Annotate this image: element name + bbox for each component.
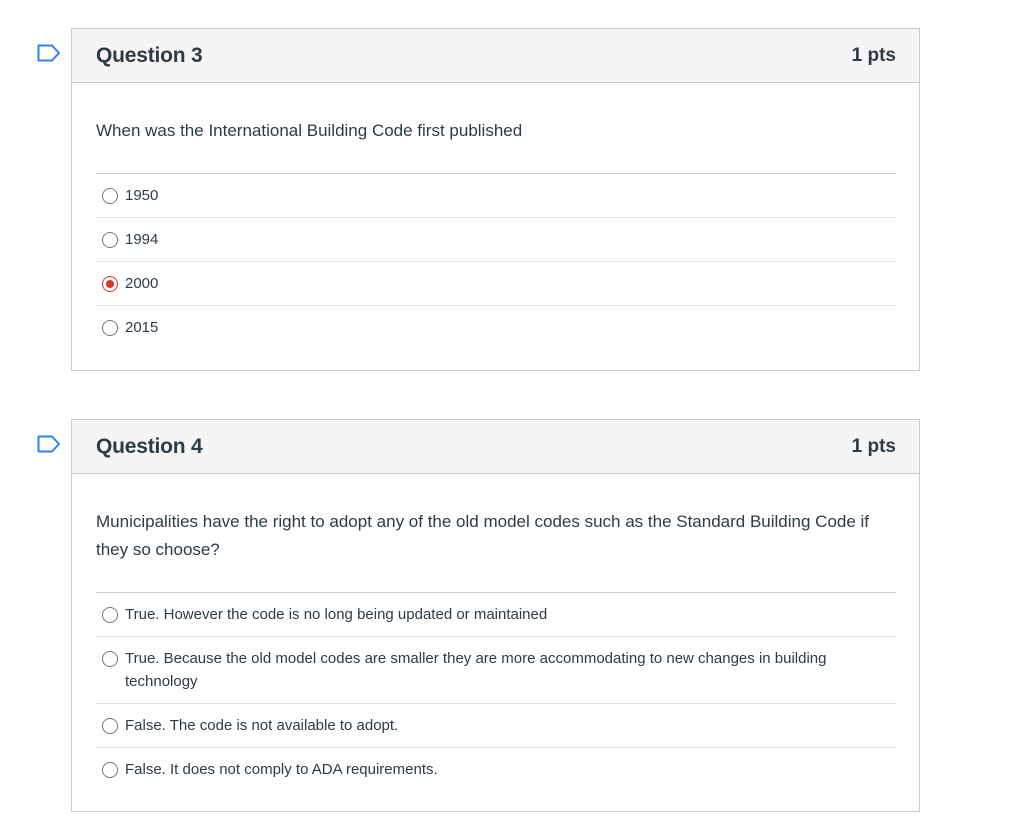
answer-label: False. The code is not available to adopt. <box>125 717 399 734</box>
answer-label: True. However the code is no long being updated or maintained <box>125 606 548 623</box>
answer-list <box>96 173 896 349</box>
question-text: When was the International Building Code first published <box>96 121 523 140</box>
question-header <box>72 420 919 474</box>
answer-option[interactable] <box>96 262 896 306</box>
answer-label: 2015 <box>125 319 159 336</box>
answer-list <box>96 592 896 791</box>
radio-button[interactable] <box>102 320 118 336</box>
question-title: Question 4 <box>96 434 203 458</box>
radio-button[interactable] <box>102 232 118 248</box>
question-points: 1 pts <box>851 44 896 66</box>
question-card-4 <box>71 419 920 812</box>
answer-option[interactable] <box>96 704 896 748</box>
radio-button-selected[interactable] <box>102 276 118 292</box>
answer-label: False. It does not comply to ADA requirements. <box>125 761 438 778</box>
radio-button[interactable] <box>102 607 118 623</box>
question-title: Question 3 <box>96 43 203 67</box>
answer-label: True. Because the old model codes are smaller they are more accommodating to new changes in building technology <box>125 650 827 690</box>
answer-option[interactable] <box>96 306 896 349</box>
answer-option[interactable] <box>96 218 896 262</box>
answer-option[interactable] <box>96 593 896 637</box>
flag-question-4-icon[interactable] <box>37 435 61 453</box>
radio-button[interactable] <box>102 762 118 778</box>
question-header <box>72 29 919 83</box>
answer-label: 1994 <box>125 231 159 248</box>
question-text: Municipalities have the right to adopt any of the old model codes such as the Standard Building Code if they so choose? <box>96 512 870 559</box>
radio-button[interactable] <box>102 651 118 667</box>
question-card-3 <box>71 28 920 371</box>
answer-option[interactable] <box>96 174 896 218</box>
radio-button[interactable] <box>102 718 118 734</box>
question-points: 1 pts <box>851 435 896 457</box>
flag-question-3-icon[interactable] <box>37 44 61 62</box>
answer-label: 1950 <box>125 187 159 204</box>
radio-button[interactable] <box>102 188 118 204</box>
answer-label: 2000 <box>125 275 159 292</box>
question-body <box>72 474 919 791</box>
question-body <box>72 83 919 349</box>
answer-option[interactable] <box>96 637 896 704</box>
answer-option[interactable] <box>96 748 896 791</box>
